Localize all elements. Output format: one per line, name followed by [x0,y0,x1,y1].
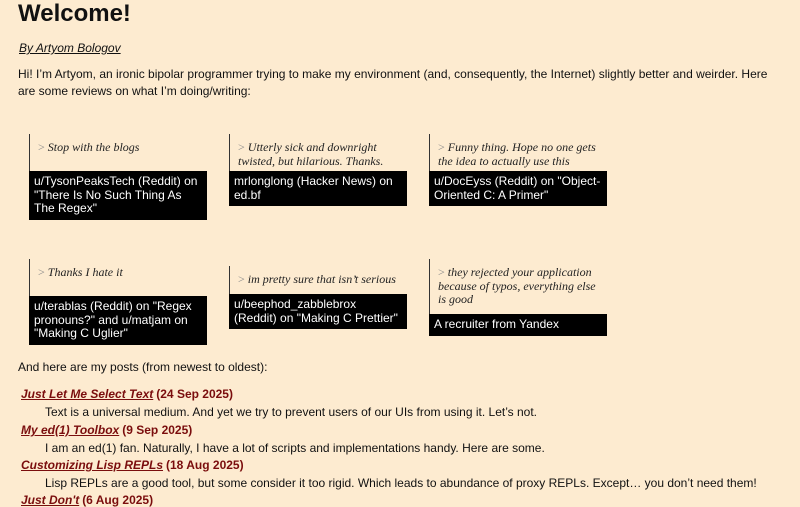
post-link[interactable]: My ed(1) Toolbox [21,423,120,437]
review-source: u/TysonPeaksTech (Reddit) on "There Is No Such Thing As The Regex" [29,171,207,220]
page-title: Welcome! [18,0,131,27]
quote-marker: > [438,140,445,154]
list-item [21,387,233,401]
review-card [229,134,407,206]
review-source: u/beephod_zabblebrox (Reddit) on "Making C Prettier" [229,294,407,329]
quote-marker: > [438,265,445,279]
post-description: Lisp REPLs are a good tool, but some consider it too rigid. Which leads to abundance of proxy REPLs. Except… you don’t need them! [45,476,757,490]
post-date: (24 Sep 2025) [156,387,233,401]
review-card [429,134,607,206]
review-source: A recruiter from Yandex [429,314,607,336]
quote-marker: > [38,140,45,154]
review-quote: > Funny thing. Hope no one gets the idea to actually use this [438,140,596,168]
intro-paragraph: Hi! I’m Artyom, an ironic bipolar programmer trying to make my environment (and, consequently, the Internet) slightly better and weirder. Here are some reviews on what I’m doing/writing: [18,67,768,98]
quote-marker: > [238,140,245,154]
review-card [29,259,207,345]
review-source: mrlonglong (Hacker News) on ed.bf [229,171,407,206]
review-source: u/terablas (Reddit) on "Regex pronouns?" and u/matjam on "Making C Uglier" [29,296,207,345]
posts-intro: And here are my posts (from newest to oldest): [18,360,268,374]
review-quote: > Thanks I hate it [38,265,123,279]
post-date: (18 Aug 2025) [166,458,244,472]
post-description: Text is a universal medium. And yet we try to prevent users of our UIs from using it. Let’s not. [45,405,537,419]
list-item [21,423,192,437]
quote-marker: > [238,272,245,286]
review-quote: > Stop with the blogs [38,140,140,154]
review-quote: > im pretty sure that isn’t serious [238,272,396,286]
post-link[interactable]: Just Don't [21,493,80,507]
list-item [21,458,244,472]
review-card [229,266,407,329]
post-link[interactable]: Just Let Me Select Text [21,387,154,401]
post-description: I am an ed(1) fan. Naturally, I have a lot of scripts and implementations handy. Here are some. [45,441,545,455]
review-quote: > Utterly sick and downright twisted, but hilarious. Thanks. [238,140,384,168]
list-item [21,493,153,507]
post-date: (6 Aug 2025) [82,493,154,507]
review-source: u/DocEyss (Reddit) on "Object-Oriented C: A Primer" [429,171,607,206]
post-link[interactable]: Customizing Lisp REPLs [21,458,164,472]
review-card [429,259,607,336]
review-quote: > they rejected your application because of typos, everything else is good [438,265,596,306]
review-card [29,134,207,220]
quote-marker: > [38,265,45,279]
author-byline-link[interactable]: By Artyom Bologov [19,41,121,55]
post-date: (9 Sep 2025) [122,423,193,437]
